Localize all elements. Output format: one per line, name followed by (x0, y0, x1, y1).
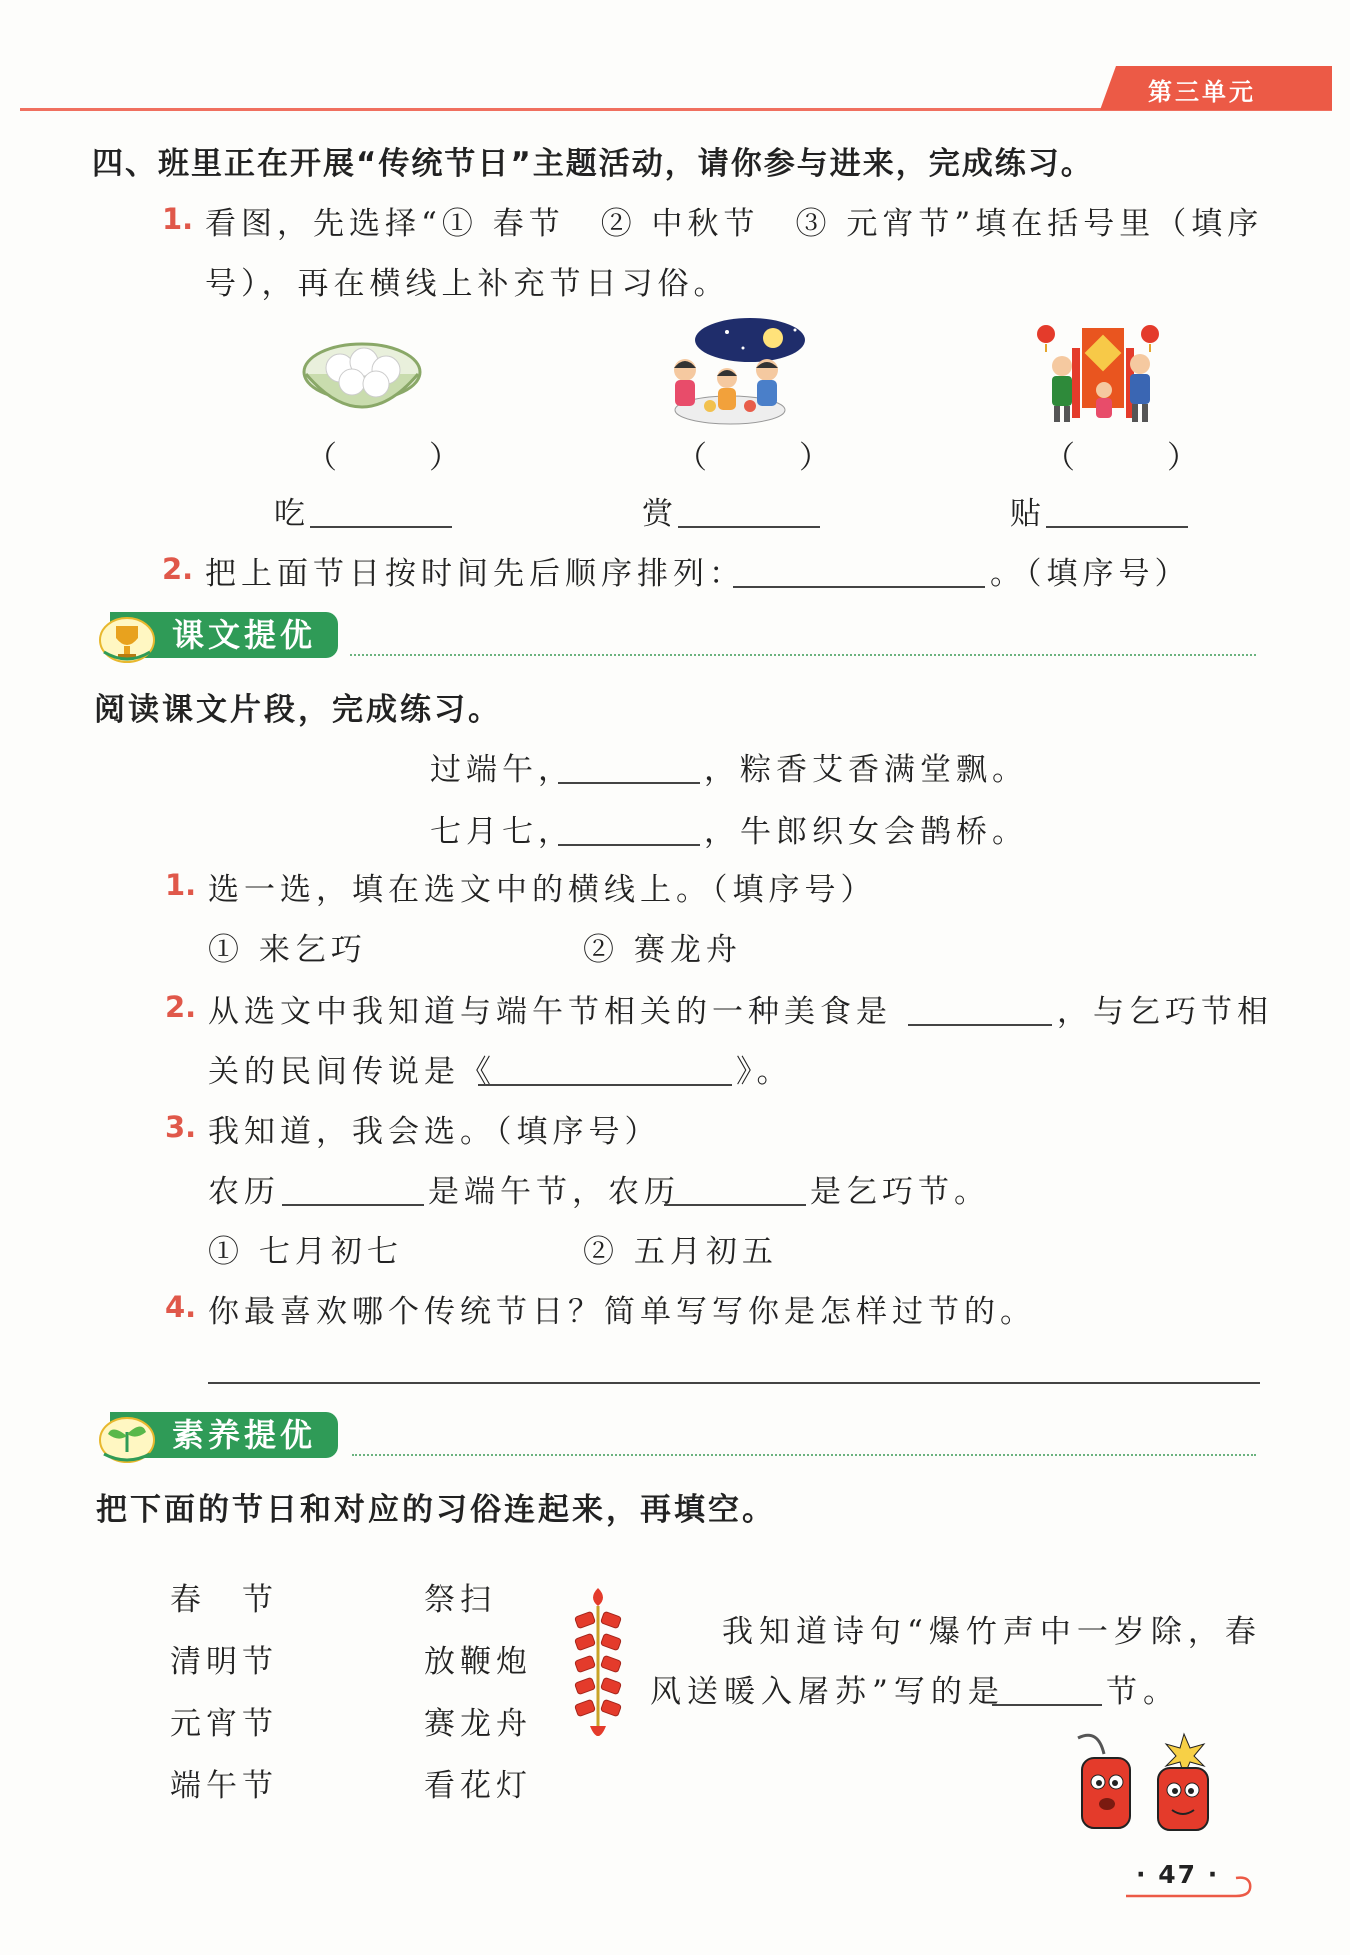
blank-eat[interactable] (310, 496, 452, 528)
section1-instruction: 阅读课文片段，完成练习。 (94, 692, 502, 728)
paren-2: （ ） (676, 440, 840, 476)
cartoon-firecrackers-icon (1058, 1724, 1228, 1844)
s1-q2-number: 2. (165, 990, 197, 1024)
s1-q1-number: 1. (165, 868, 197, 902)
verb-eat: 吃 (274, 496, 310, 532)
poem-q-line2a: 风送暖入屠苏”写的是 (650, 1674, 1005, 1710)
page-swoosh-icon (1124, 1870, 1256, 1900)
moon-family-icon (655, 318, 805, 426)
s1-q3-text: 我知道，我会选。（填序号） (208, 1114, 661, 1150)
poem-line1-pre: 过端午， (430, 752, 574, 788)
s1-q3-option2: ② 五月初五 (583, 1234, 778, 1270)
food-blank[interactable] (908, 994, 1052, 1026)
paren-3: （ ） (1044, 440, 1208, 476)
trophy-icon (98, 612, 156, 664)
tangyuan-bowl-icon (300, 330, 425, 425)
poem-blank-1[interactable] (558, 752, 700, 784)
dragon-boat-date-blank[interactable] (282, 1174, 424, 1206)
s1-q1-option2: ② 赛龙舟 (583, 932, 742, 968)
s1-q2-text2: ，与乞巧节相 (1057, 994, 1273, 1030)
custom-1[interactable]: 祭扫 (424, 1582, 496, 1618)
q4-sub1-number: 1. (162, 202, 194, 236)
festival-2[interactable]: 清明节 (170, 1644, 278, 1680)
poem-line1-post: ，粽香艾香满堂飘。 (704, 752, 1028, 788)
s1-q3-t3: 是乞巧节。 (810, 1174, 990, 1210)
s1-q3-t2: 是端午节，农历 (428, 1174, 680, 1210)
s1-q4-text: 你最喜欢哪个传统节日？简单写写你是怎样过节的。 (208, 1294, 1036, 1330)
question-four-title: 四、班里正在开展“传统节日”主题活动，请你参与进来，完成练习。 (92, 146, 1094, 182)
festival-3[interactable]: 元宵节 (170, 1706, 278, 1742)
firecracker-string-icon (568, 1586, 628, 1751)
q4-sub1-line1: 看图，先选择“① 春节 ② 中秋节 ③ 元宵节”填在括号里（填序 (205, 206, 1264, 242)
poem-line2-pre: 七月七， (430, 814, 574, 850)
section2-instruction: 把下面的节日和对应的习俗连起来，再填空。 (96, 1492, 776, 1528)
section-divider (350, 654, 1256, 656)
sprout-icon (98, 1412, 156, 1464)
festival-1[interactable]: 春 节 (170, 1582, 278, 1618)
s1-q4-number: 4. (165, 1290, 197, 1324)
verb-paste: 贴 (1010, 496, 1046, 532)
poem-q-line1: 我知道诗句“爆竹声中一岁除，春 (722, 1614, 1262, 1650)
poem-line2-post: ，牛郎织女会鹊桥。 (704, 814, 1028, 850)
s1-q1-option1: ① 来乞巧 (208, 932, 367, 968)
couplet-family-icon (1032, 318, 1162, 426)
legend-blank[interactable] (478, 1054, 732, 1086)
section-badge-literacy: 素养提优 (110, 1412, 338, 1458)
festival-4[interactable]: 端午节 (170, 1768, 278, 1804)
section-badge-text-improve: 课文提优 (110, 612, 338, 658)
s1-q3-t1: 农历 (208, 1174, 280, 1210)
blank-paste[interactable] (1046, 496, 1188, 528)
poem-festival-blank[interactable] (992, 1674, 1102, 1706)
blank-admire[interactable] (678, 496, 820, 528)
q4-sub2-tail: 。（填序号） (990, 556, 1191, 592)
section2-divider (352, 1454, 1256, 1456)
poem-blank-2[interactable] (558, 814, 700, 846)
q4-sub2-text: 把上面节日按时间先后顺序排列： (205, 556, 745, 592)
s1-q2-text1: 从选文中我知道与端午节相关的一种美食是 (208, 994, 892, 1030)
custom-2[interactable]: 放鞭炮 (424, 1644, 532, 1680)
page-number: · 47 · (1136, 1860, 1220, 1889)
s1-q2-text4: 》。 (736, 1054, 793, 1090)
unit-label: 第三单元 (1148, 78, 1256, 106)
custom-4[interactable]: 看花灯 (424, 1768, 532, 1804)
verb-admire: 赏 (642, 496, 678, 532)
qiqiao-date-blank[interactable] (664, 1174, 806, 1206)
custom-3[interactable]: 赛龙舟 (424, 1706, 532, 1742)
s1-q3-number: 3. (165, 1110, 197, 1144)
s1-q1-text: 选一选，填在选文中的横线上。（填序号） (208, 872, 877, 908)
writing-line[interactable] (208, 1382, 1260, 1384)
poem-q-line2b: 节。 (1106, 1674, 1180, 1710)
s1-q2-text3: 关的民间传说是《 (208, 1054, 496, 1090)
q4-sub2-number: 2. (162, 552, 194, 586)
q4-sub1-line2: 号），再在横线上补充节日习俗。 (205, 266, 730, 302)
order-blank[interactable] (733, 556, 985, 588)
s1-q3-option1: ① 七月初七 (208, 1234, 403, 1270)
paren-1: （ ） (306, 440, 470, 476)
